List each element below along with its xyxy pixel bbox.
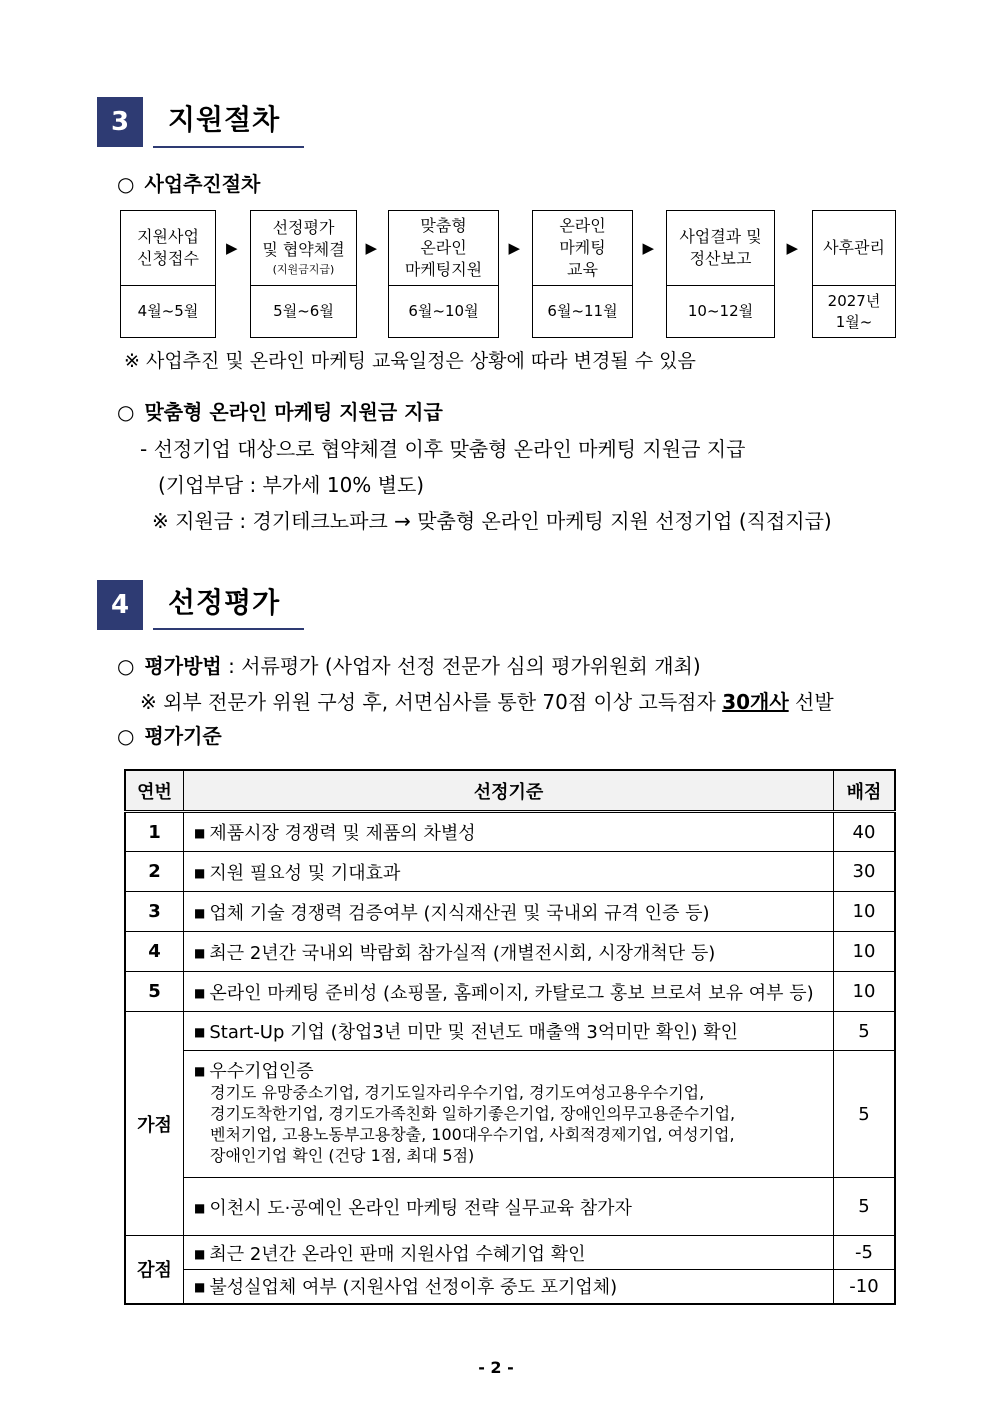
table-header-row (125, 770, 895, 812)
square-bullet-icon: ■ (194, 1200, 206, 1215)
process-step-title: 지원사업 신청접수 (121, 211, 215, 286)
page-number: - 2 - (478, 1358, 514, 1377)
criterion-cell: ■ 최근 2년간 국내외 박람회 참가실적 (개별전시회, 시장개척단 등) (184, 932, 834, 972)
square-bullet-icon: ■ (194, 985, 206, 1000)
process-step (250, 210, 357, 338)
table-row (125, 1270, 895, 1304)
process-note: ※ 사업추진 및 온라인 마케팅 교육일정은 상황에 따라 변경될 수 있음 (124, 350, 696, 372)
method-line (117, 650, 701, 679)
criterion-cell: ■ 제품시장 경쟁력 및 제품의 차별성 (184, 812, 834, 852)
process-step-title: 맞춤형 온라인 마케팅지원 (389, 211, 498, 286)
circle-bullet-icon: ○ (117, 724, 135, 748)
process-step (532, 210, 633, 338)
table-row (125, 892, 895, 932)
points-cell: -5 (834, 1236, 896, 1270)
criterion-cell: ■ 불성실업체 여부 (지원사업 선정이후 중도 포기업체) (184, 1270, 834, 1304)
section-4-underline (153, 628, 304, 630)
process-step (812, 210, 896, 338)
row-number: 3 (125, 892, 184, 932)
arrow-right-icon: ▶ (365, 239, 378, 257)
circle-bullet-icon: ○ (117, 654, 135, 678)
certification-detail-3: 벤처기업, 고용노동부고용창출, 100대우수기업, 사회적경제기업, 여성기업, (210, 1124, 735, 1144)
support-line-2: (기업부담 : 부가세 10% 별도) (158, 473, 425, 497)
process-step-period: 6월~11월 (547, 302, 618, 320)
row-number: 1 (125, 812, 184, 852)
section-3-number: 3 (97, 97, 143, 147)
selected-count: 30개사 (722, 690, 789, 714)
table-row (125, 812, 895, 852)
circle-bullet-icon: ○ (117, 400, 135, 424)
table-row (125, 1012, 895, 1051)
criterion-cell: ■ 이천시 도·공예인 온라인 마케팅 전략 실무교육 참가자 (184, 1178, 834, 1236)
process-step (666, 210, 775, 338)
criterion-cell: ■ 우수기업인증 경기도 유망중소기업, 경기도일자리우수기업, 경기도여성고용우수기업, 경기도착한기업, 경기도가족친화 일하기좋은기업, 장애인의무고용준수기업, 벤처기업, 고용노동부고용창출, 100대우수기업, 사회적경제기업, 여성기업, 장애인기업 확인 (건당 1점, 최대 5점) (184, 1051, 834, 1178)
criterion-cell: ■ Start-Up 기업 (창업3년 미만 및 전년도 매출액 3억미만 확인) 확인 (184, 1012, 834, 1051)
points-cell: 5 (834, 1178, 896, 1236)
table-row (125, 932, 895, 972)
arrow-right-icon: ▶ (642, 239, 655, 257)
points-cell: 10 (834, 972, 896, 1012)
arrow-right-icon: ▶ (508, 239, 521, 257)
arrow-right-icon: ▶ (226, 239, 238, 257)
process-step-title: 사후관리 (813, 211, 895, 286)
square-bullet-icon: ■ (194, 1246, 206, 1261)
points-cell: -10 (834, 1270, 896, 1304)
certification-detail-4: 장애인기업 확인 (건당 1점, 최대 5점) (210, 1145, 475, 1165)
support-line-3: ※ 지원금 : 경기테크노파크 → 맞춤형 온라인 마케팅 지원 선정기업 (직접지급) (152, 509, 832, 533)
section-3-underline (153, 146, 304, 148)
process-step (120, 210, 216, 338)
certification-detail-1: 경기도 유망중소기업, 경기도일자리우수기업, 경기도여성고용우수기업, (210, 1082, 705, 1102)
table-row (125, 1236, 895, 1270)
points-cell: 10 (834, 892, 896, 932)
method-label: 평가방법 (144, 654, 222, 678)
criterion-cell: ■ 지원 필요성 및 기대효과 (184, 852, 834, 892)
square-bullet-icon: ■ (194, 1280, 206, 1295)
header-criterion: 선정기준 (184, 770, 834, 812)
process-step-period: 4월~5월 (137, 302, 199, 320)
criterion-cell: ■ 최근 2년간 온라인 판매 지원사업 수혜기업 확인 (184, 1236, 834, 1270)
row-number: 2 (125, 852, 184, 892)
process-step-title: 선정평가 및 협약체결 (지원금지급) (251, 211, 356, 286)
circle-bullet-icon: ○ (117, 172, 135, 196)
criteria-heading: ○ 평가기준 (117, 724, 222, 748)
process-step-period: 2027년 1월~ (827, 291, 881, 331)
points-cell: 10 (834, 932, 896, 972)
support-line-1: - 선정기업 대상으로 협약체결 이후 맞춤형 온라인 마케팅 지원금 지급 (140, 437, 746, 461)
table-row (125, 1051, 895, 1178)
process-step-period: 10~12월 (687, 302, 754, 320)
support-heading: ○ 맞춤형 온라인 마케팅 지원금 지급 (117, 400, 443, 424)
points-cell: 40 (834, 812, 896, 852)
process-step (388, 210, 499, 338)
table-row (125, 1178, 895, 1236)
section-3-title: 지원절차 (168, 103, 281, 136)
square-bullet-icon: ■ (194, 826, 206, 840)
square-bullet-icon: ■ (194, 905, 206, 920)
method-note: ※ 외부 전문가 위원 구성 후, 서면심사를 통한 70점 이상 고득점자 30개사 선발 (140, 690, 834, 714)
process-step-title: 온라인 마케팅 교육 (533, 211, 632, 286)
evaluation-table (124, 769, 896, 1305)
points-cell: 30 (834, 852, 896, 892)
points-cell: 5 (834, 1051, 896, 1178)
section-4-number: 4 (97, 580, 143, 630)
certification-detail-2: 경기도착한기업, 경기도가족친화 일하기좋은기업, 장애인의무고용준수기업, (210, 1103, 736, 1123)
process-step-period: 6월~10월 (408, 302, 479, 320)
criterion-cell: ■ 업체 기술 경쟁력 검증여부 (지식재산권 및 국내외 규격 인증 등) (184, 892, 834, 932)
header-no: 연번 (125, 770, 184, 812)
section-4-title: 선정평가 (168, 586, 281, 619)
process-heading: ○ 사업추진절차 (117, 172, 261, 196)
criterion-cell: ■ 온라인 마케팅 준비성 (쇼핑몰, 홈페이지, 카탈로그 홍보 브로셔 보유 여부 등) (184, 972, 834, 1012)
table-row (125, 972, 895, 1012)
penalty-label: 감점 (125, 1236, 184, 1304)
bonus-label: 가점 (125, 1012, 184, 1236)
table-row (125, 852, 895, 892)
method-text: : 서류평가 (사업자 선정 전문가 심의 평가위원회 개최) (221, 654, 701, 678)
square-bullet-icon: ■ (194, 865, 206, 880)
points-cell: 5 (834, 1012, 896, 1051)
row-number: 4 (125, 932, 184, 972)
square-bullet-icon: ■ (194, 945, 206, 960)
square-bullet-icon: ■ (194, 1063, 206, 1078)
process-step-period: 5월~6월 (273, 302, 334, 320)
header-points: 배점 (834, 770, 896, 812)
row-number: 5 (125, 972, 184, 1012)
square-bullet-icon: ■ (194, 1025, 206, 1039)
arrow-right-icon: ▶ (786, 239, 799, 257)
process-step-title: 사업결과 및 정산보고 (667, 211, 774, 286)
